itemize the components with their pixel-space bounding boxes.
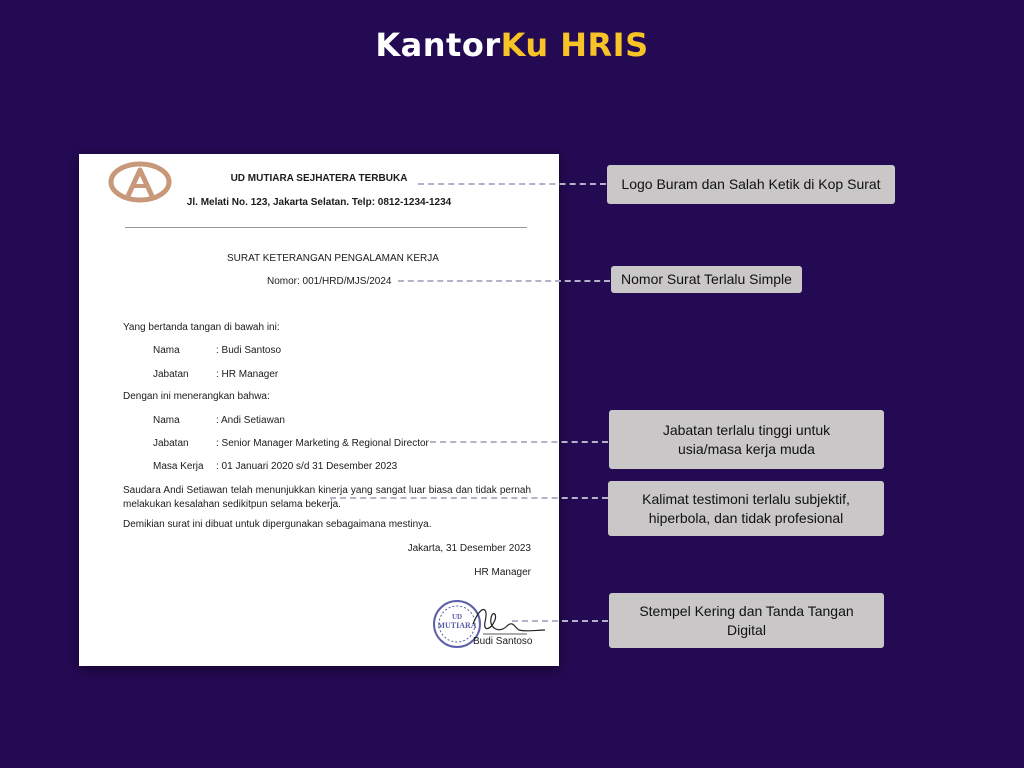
stamp-top-text: UD	[451, 613, 463, 621]
brand-name-ku: Ku	[500, 26, 549, 64]
stamp-text: MUTIARA	[437, 621, 477, 630]
brand-logo	[0, 26, 1024, 64]
employee-name-label: Nama	[153, 415, 180, 426]
employee-position-label: Jabatan	[153, 438, 189, 449]
letter-intro: Yang bertanda tangan di bawah ini:	[123, 322, 280, 333]
connector-stamp	[512, 620, 608, 622]
employee-position-value: : Senior Manager Marketing & Regional Director	[216, 438, 429, 449]
place-date: Jakarta, 31 Desember 2023	[407, 543, 531, 554]
callout-position: Jabatan terlalu tinggi untuk usia/masa kerja muda	[609, 410, 884, 469]
employee-name-value: : Andi Setiawan	[216, 415, 285, 426]
company-address: Jl. Melati No. 123, Jakarta Selatan. Telp: 0812-1234-1234	[186, 197, 452, 208]
callout-number: Nomor Surat Terlalu Simple	[611, 266, 802, 293]
letter-document	[79, 154, 559, 666]
connector-position	[430, 441, 608, 443]
signer-position-value: : HR Manager	[216, 369, 279, 380]
connector-number	[398, 280, 610, 282]
employee-period-label: Masa Kerja	[153, 461, 204, 472]
brand-name-kantor: Kantor	[375, 26, 501, 64]
letter-title: SURAT KETERANGAN PENGALAMAN KERJA	[227, 253, 439, 264]
signer-name-value: : Budi Santoso	[216, 345, 282, 356]
company-name: UD MUTIARA SEJHATERA TERBUKA	[230, 173, 408, 184]
letter-number: Nomor: 001/HRD/MJS/2024	[267, 276, 392, 287]
declare-text: Dengan ini menerangkan bahwa:	[123, 391, 270, 402]
signer-name-label: Nama	[153, 345, 180, 356]
letterhead-divider	[125, 227, 527, 228]
employee-period-value: : 01 Januari 2020 s/d 31 Desember 2023	[216, 461, 398, 472]
connector-logo	[418, 183, 606, 185]
sign-title: HR Manager	[474, 567, 531, 578]
connector-testimonial	[330, 497, 608, 499]
testimonial-paragraph: Saudara Andi Setiawan telah menunjukkan kinerja yang sangat luar biasa dan tidak pernah melakukan kesalahan sedikitpun selama bekerja.	[123, 485, 531, 510]
signer-position-label: Jabatan	[153, 369, 189, 380]
sign-name: Budi Santoso	[473, 636, 533, 647]
callout-testimonial: Kalimat testimoni terlalu subjektif, hiperbola, dan tidak profesional	[608, 481, 884, 536]
brand-name-hris: HRIS	[560, 26, 649, 64]
callout-stamp: Stempel Kering dan Tanda Tangan Digital	[609, 593, 884, 648]
callout-logo: Logo Buram dan Salah Ketik di Kop Surat	[607, 165, 895, 204]
closing-text: Demikian surat ini dibuat untuk dipergunakan sebagaimana mestinya.	[123, 519, 432, 530]
